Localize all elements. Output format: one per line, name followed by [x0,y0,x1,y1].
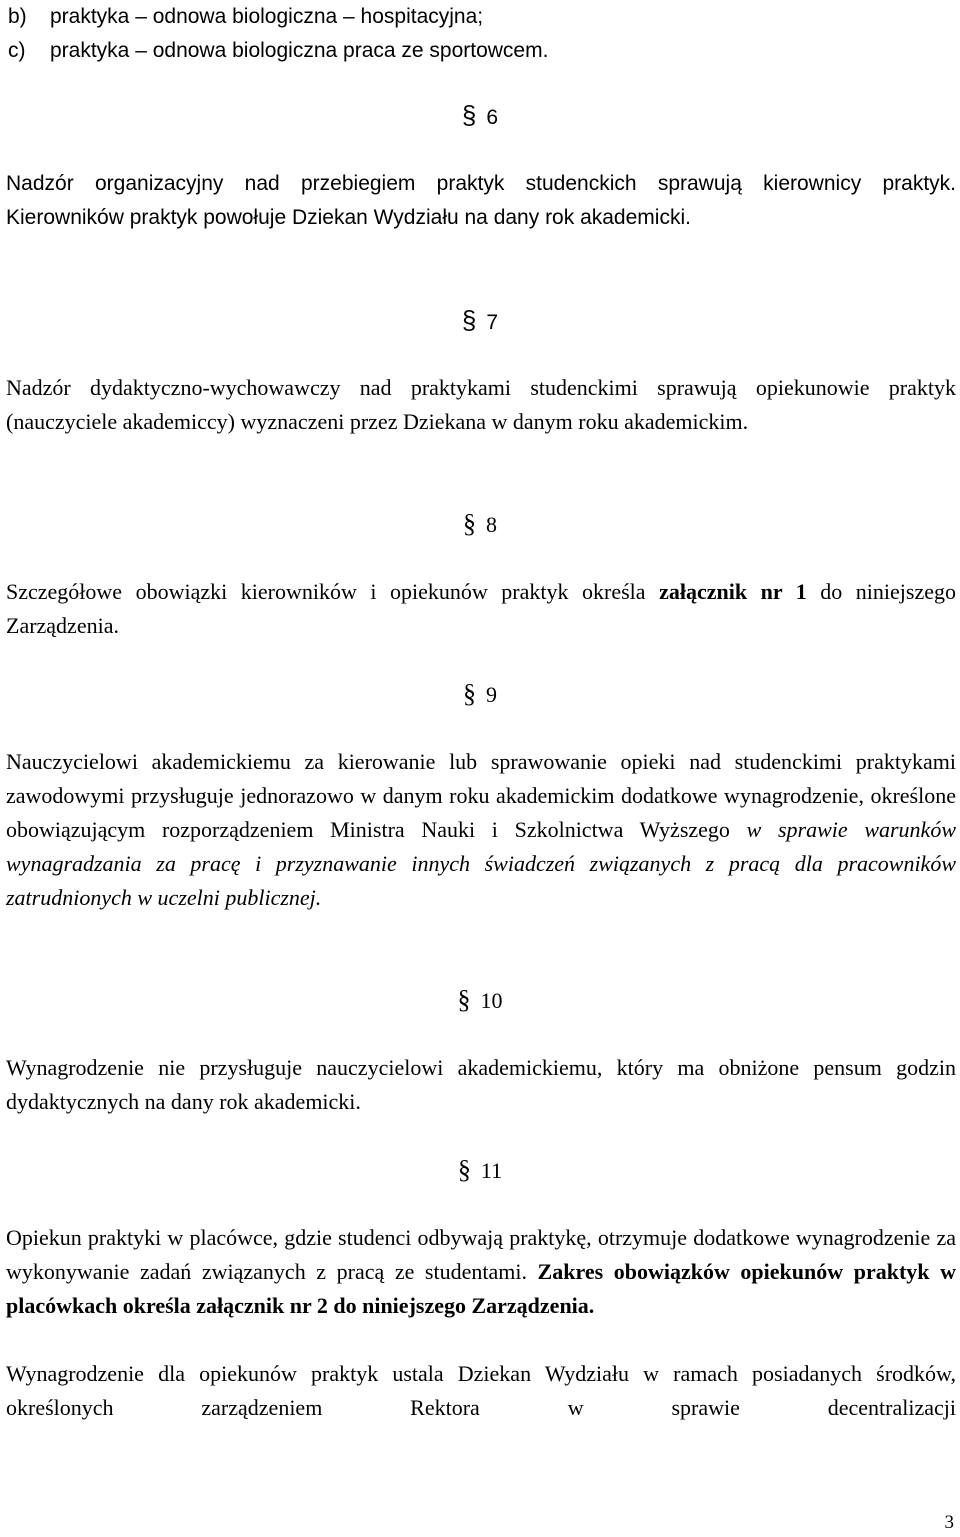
section-10-paragraph: Wynagrodzenie nie przysługuje nauczycielowi akademickiemu, który ma obniżone pensum godzin dydaktycznych na dany rok akademicki. [6,1055,956,1114]
section-9-text: Nauczycielowi akademickiemu za kierowanie lub sprawowanie opieki nad studenckimi praktykami zawodowymi przysługuje jednorazowo w danym roku akademickim dodatkowe wynagrodzenie, określone obowiązującym rozporządzeniem Ministra Nauki i Szkolnictwa Wyższego [6,749,956,842]
section-heading-11 [0,1153,960,1188]
list-marker: b) [8,5,27,28]
section-11-paragraph-2: Wynagrodzenie dla opiekunów praktyk ustala Dziekan Wydziału w ramach posiadanych środków, określonych zarządzeniem Rektora w sprawie decentralizacji [6,1361,956,1420]
section-sign: § [461,100,477,130]
list-item [8,0,548,34]
section-heading-6 [0,98,960,135]
list-item [8,34,548,68]
attachment-2-reference: Zakres obowiązków opiekunów praktyk w placówkach określa załącznik nr 2 do niniejszego Zarządzenia. [6,1259,956,1318]
section-8-text: Szczegółowe obowiązki kierowników i opiekunów praktyk określa [6,579,660,604]
section-sign: § [457,985,471,1014]
section-number: 8 [486,512,497,537]
practice-list [8,0,548,68]
section-number: 7 [486,311,499,334]
section-number: 11 [480,1158,503,1183]
section-number: 10 [480,988,503,1013]
section-11-paragraph [6,1221,956,1323]
list-marker: c) [8,39,26,62]
section-7-paragraph: Nadzór dydaktyczno-wychowawczy nad praktykami studenckimi sprawują opiekunowie praktyk (nauczyciele akademiccy) wyznaczeni przez Dziekana w danym roku akademickim. [6,375,956,434]
list-item-text: praktyka – odnowa biologiczna – hospitacyjna; [50,5,484,28]
regulation-title: w sprawie warunków wynagradzania za pracę i przyznawanie innych świadczeń związanych z pracą dla pracowników zatrudnionych w uczelni publicznej. [6,817,956,910]
section-heading-10 [0,983,960,1018]
section-sign: § [457,1155,471,1184]
section-heading-7 [0,303,960,340]
section-number: 9 [486,682,497,707]
page-number: 3 [944,1512,954,1533]
section-9-paragraph [6,745,956,915]
section-8-text-end: do niniejszego Zarządzenia. [6,579,956,638]
list-item-text: praktyka – odnowa biologiczna praca ze sportowcem. [50,39,549,62]
attachment-1-reference: załącznik nr 1 [659,579,807,604]
section-11-text: Opiekun praktyki w placówce, gdzie studenci odbywają praktykę, otrzymuje dodatkowe wynagrodzenie za wykonywanie zadań związanych z pracą ze studentami. [6,1225,956,1284]
section-sign: § [463,679,476,708]
section-number: 6 [486,106,499,129]
section-sign: § [463,509,476,538]
section-6-paragraph: Nadzór organizacyjny nad przebiegiem praktyk studenckich sprawują kierownicy praktyk. Kierowników praktyk powołuje Dziekan Wydziału na dany rok akademicki. [6,172,956,229]
section-heading-9 [0,677,960,712]
section-8-paragraph [6,575,956,643]
section-sign: § [461,305,477,335]
section-heading-8 [0,507,960,542]
